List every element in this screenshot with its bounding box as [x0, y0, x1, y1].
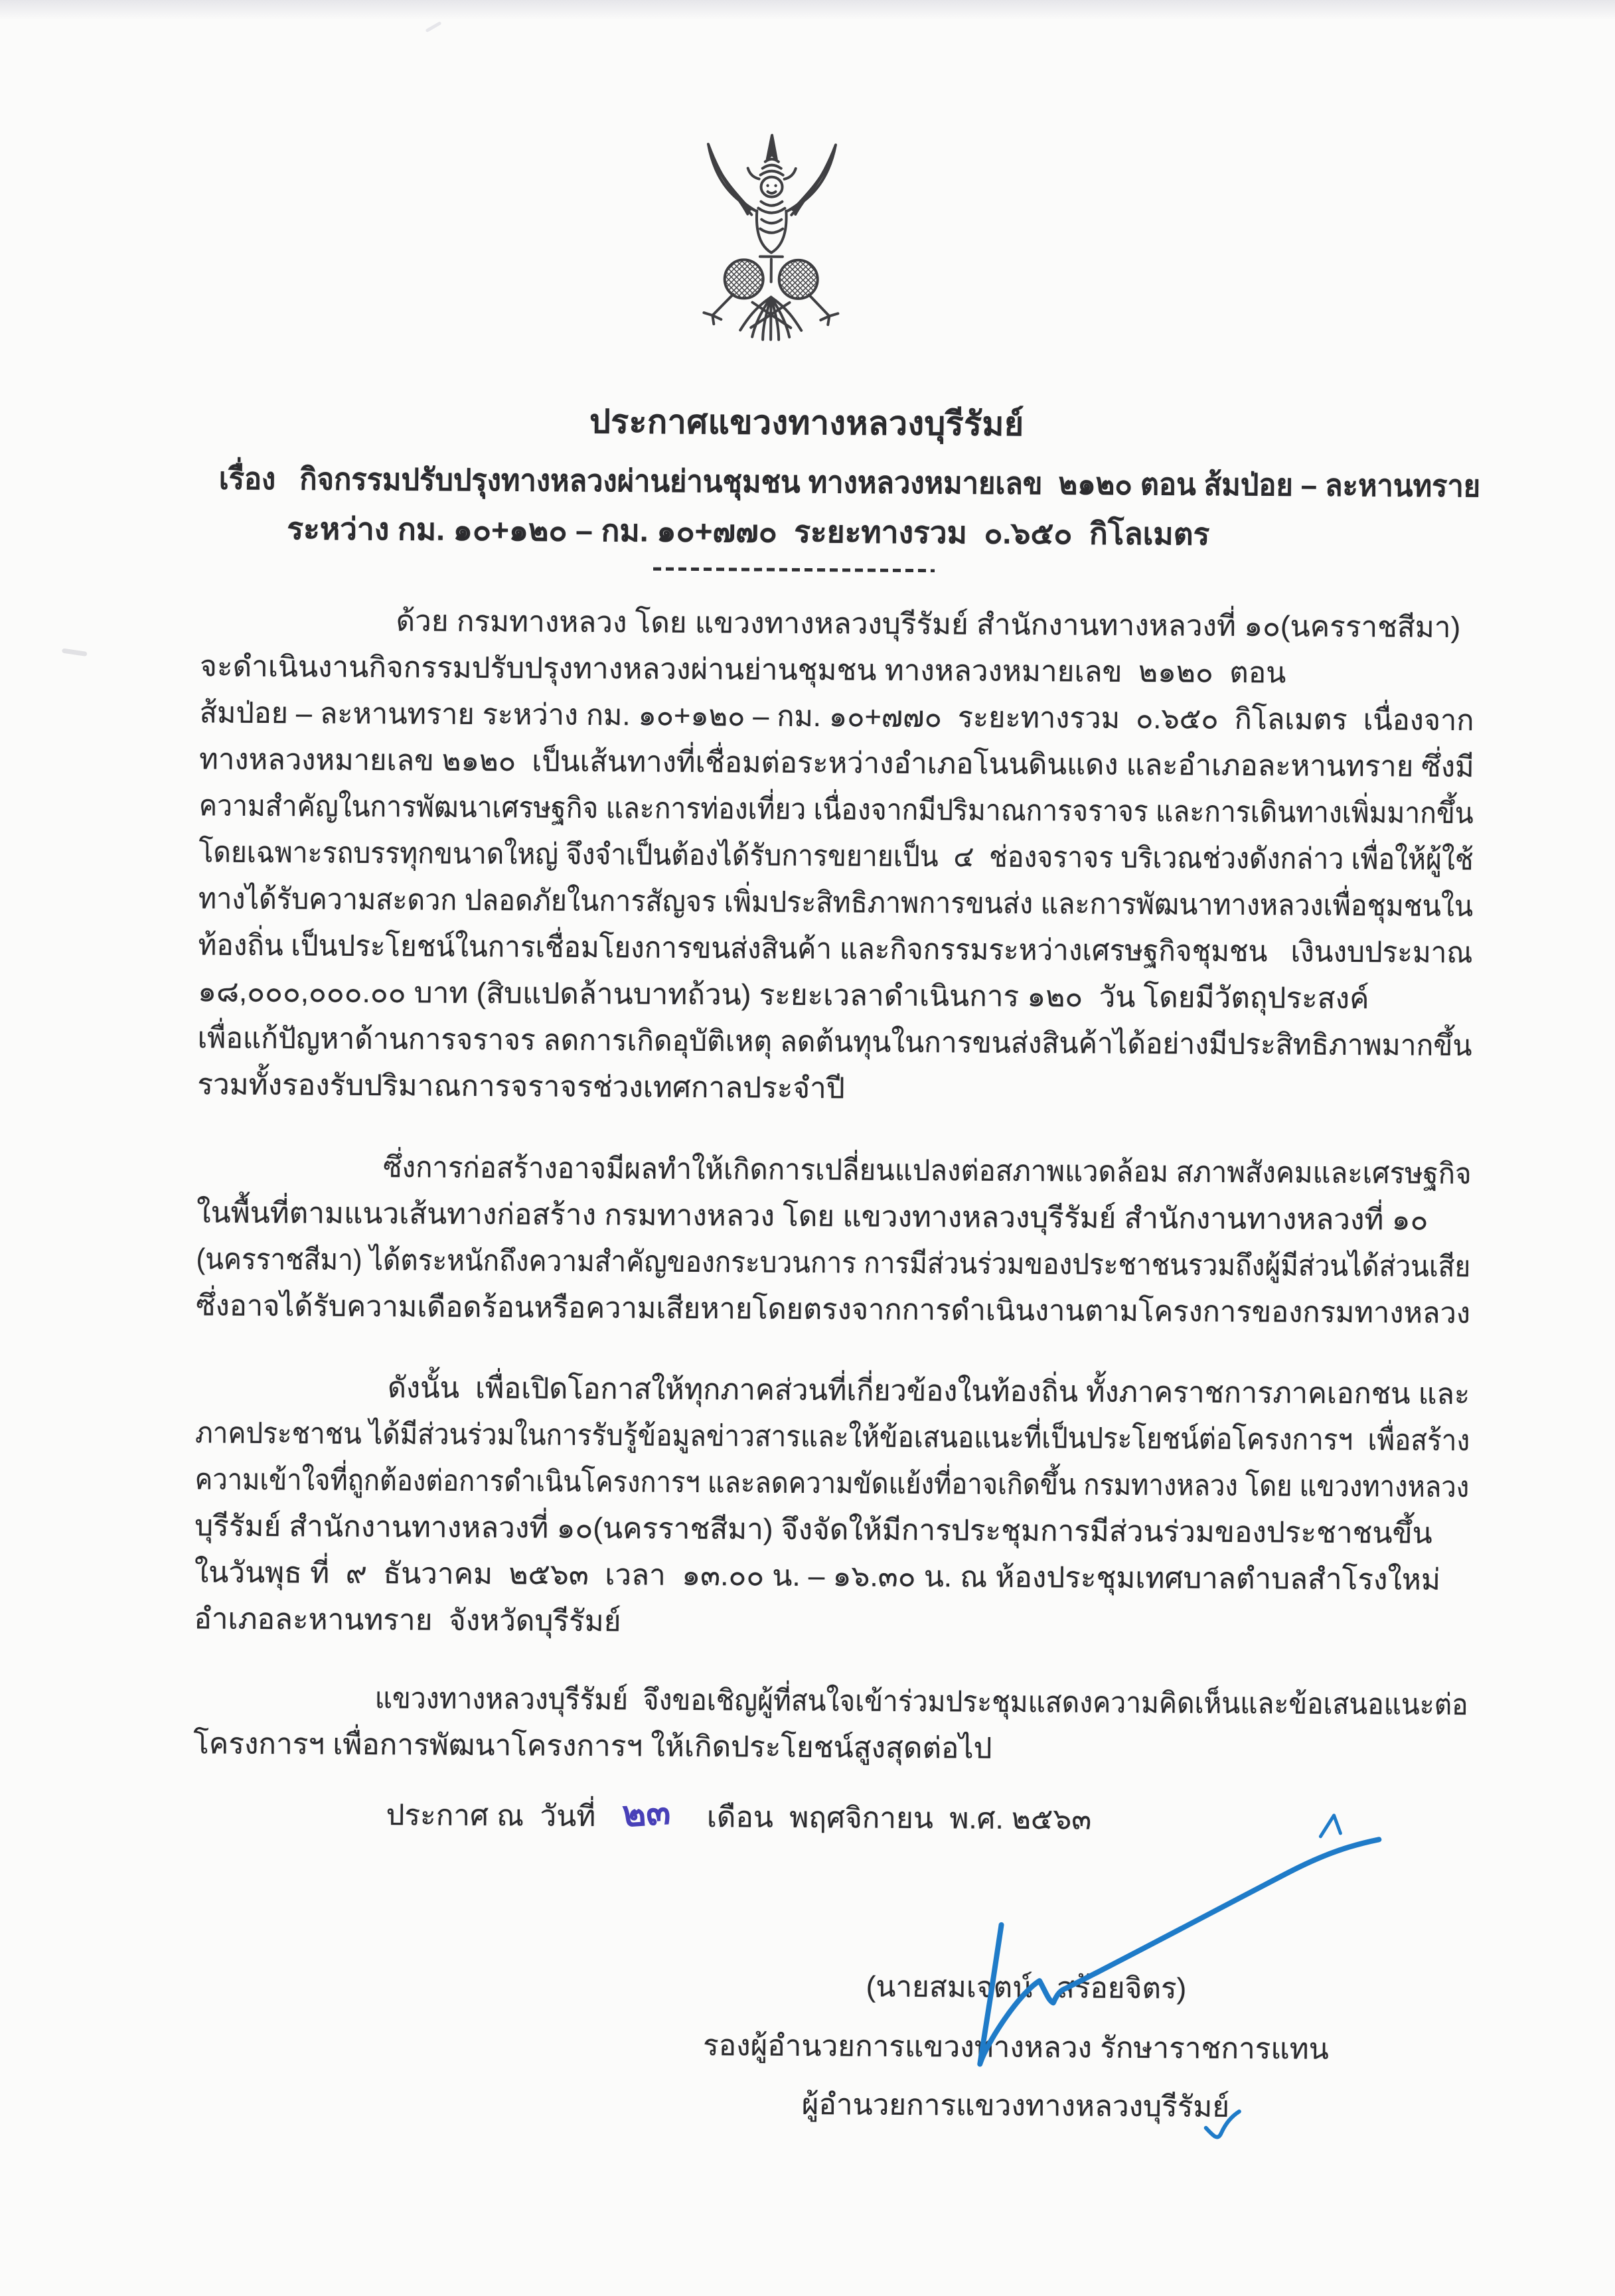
- paragraph-closing-invitation: [193, 1674, 1468, 1775]
- paragraph-project-description: [197, 597, 1475, 1116]
- subject-line-1: เรื่อง กิจกรรมปรับปรุงทางหลวงผ่านย่านชุมชน ทางหลวงหมายเลข ๒๑๒๐ ตอน ส้มป่อย – ละหานทราย: [218, 461, 1481, 504]
- text-line: ดังนั้น เพื่อเปิดโอกาสให้ทุกภาคส่วนที่เกี่ยวข้องในท้องถิ่น ทั้งภาคราชการภาคเอกชน และ: [387, 1371, 1470, 1411]
- text-line: โดยเฉพาะรถบรรทุกขนาดใหญ่ จึงจำเป็นต้องได้รับการขยายเป็น ๔ ช่องจราจร บริเวณช่วงดังกล่าว เพื่อให้ผู้ใช้: [198, 836, 1474, 877]
- text-line: (นครราชสีมา) ได้ตระหนักถึงความสำคัญของกระบวนการ การมีส่วนร่วมของประชาชนรวมถึงผู้มีส่วนได้ส่วนเสีย: [196, 1243, 1471, 1284]
- signer-role-line-1: รองผู้อำนวยการแขวงทางหลวง รักษาราชการแทน: [702, 2029, 1329, 2066]
- text-line: แขวงทางหลวงบุรีรัมย์ จึงขอเชิญผู้ที่สนใจเข้าร่วมประชุมแสดงความคิดเห็นและข้อเสนอแนะต่อ: [374, 1682, 1468, 1722]
- text-line: รวมทั้งรองรับปริมาณการจราจรช่วงเทศกาลประจำปี: [197, 1068, 845, 1105]
- text-line: ซึ่งการก่อสร้างอาจมีผลทำให้เกิดการเปลี่ยนแปลงต่อสภาพแวดล้อม สภาพสังคมและเศรษฐกิจ: [383, 1151, 1472, 1191]
- paragraph-meeting-invitation: [194, 1363, 1470, 1650]
- text-line: จะดำเนินงานกิจกรรมปรับปรุงทางหลวงผ่านย่านชุมชน ทางหลวงหมายเลข ๒๑๒๐ ตอน: [199, 650, 1286, 690]
- text-line: ในวันพุธ ที่ ๙ ธันวาคม ๒๕๖๓ เวลา ๑๓.๐๐ น. – ๑๖.๓๐ น. ณ ห้องประชุมเทศบาลตำบลสำโรงใหม่: [194, 1556, 1441, 1596]
- text-line: ด้วย กรมทางหลวง โดย แขวงทางหลวงบุรีรัมย์ สำนักงานทางหลวงที่ ๑๐(นครราชสีมา): [396, 605, 1461, 645]
- text-line: ๑๘,๐๐๐,๐๐๐.๐๐ บาท (สิบแปดล้านบาทถ้วน) ระยะเวลาดำเนินการ ๑๒๐ วัน โดยมีวัตถุประสงค์: [197, 975, 1369, 1016]
- text-line: ความสำคัญในการพัฒนาเศรษฐกิจ และการท่องเที่ยว เนื่องจากมีปริมาณการจราจร และการเดินทางเพิ่มมากขึ้น: [198, 789, 1474, 830]
- garuda-emblem: [691, 131, 852, 350]
- text-line: โครงการฯ เพื่อการพัฒนาโครงการฯ ให้เกิดประโยชน์สูงสุดต่อไป: [193, 1727, 992, 1765]
- date-line: [386, 1790, 1091, 1840]
- text-line: ซึ่งอาจได้รับความเดือดร้อนหรือความเสียหายโดยตรงจากการดำเนินงานตามโครงการของกรมทางหลวง: [196, 1289, 1471, 1330]
- date-rest: เดือน พฤศจิกายน พ.ศ. ๒๕๖๓: [706, 1801, 1092, 1836]
- text-line: ทางได้รับความสะดวก ปลอดภัยในการสัญจร เพิ่มประสิทธิภาพการขนส่ง และการพัฒนาทางหลวงเพื่อชุมชนใน: [198, 882, 1474, 923]
- text-line: ท้องถิ่น เป็นประโยชน์ในการเชื่อมโยงการขนส่งสินค้า และกิจกรรมระหว่างเศรษฐกิจชุมชน เงินงบประมาณ: [198, 929, 1473, 970]
- text-line: ภาคประชาชน ได้มีส่วนร่วมในการรับรู้ข้อมูลข่าวสารและให้ข้อเสนอแนะที่เป็นประโยชน์ต่อโครงการฯ เพื่อสร้าง: [194, 1416, 1470, 1458]
- text-line: ส้มป่อย – ละหานทราย ระหว่าง กม. ๑๐+๑๒๐ – กม. ๑๐+๗๗๐ ระยะทางรวม ๐.๖๕๐ กิโลเมตร เนื่องจาก: [199, 696, 1474, 737]
- title-divider: [653, 568, 935, 573]
- text-line: ทางหลวงหมายเลข ๒๑๒๐ เป็นเส้นทางที่เชื่อมต่อระหว่างอำเภอโนนดินแดง และอำเภอละหานทราย ซึ่งมี: [199, 743, 1474, 784]
- text-line: เพื่อแก้ปัญหาด้านการจราจร ลดการเกิดอุบัติเหตุ ลดต้นทุนในการขนส่งสินค้าได้อย่างมีประสิทธิภาพมากขึ้น: [197, 1022, 1472, 1063]
- text-line: ในพื้นที่ตามแนวเส้นทางก่อสร้าง กรมทางหลวง โดย แขวงทางหลวงบุรีรัมย์ สำนักงานทางหลวงที่ ๑๐: [196, 1196, 1428, 1237]
- text-line: บุรีรัมย์ สำนักงานทางหลวงที่ ๑๐(นครราชสีมา) จึงจัดให้มีการประชุมการมีส่วนร่วมของประชาชนขึ้น: [194, 1509, 1432, 1550]
- text-line: อำเภอละหานทราย จังหวัดบุรีรัมย์: [194, 1602, 621, 1638]
- scan-smudge: [62, 649, 88, 656]
- paragraph-impact-awareness: [196, 1143, 1472, 1337]
- date-prefix: ประกาศ ณ วันที่: [386, 1799, 596, 1833]
- text-line: ความเข้าใจที่ถูกต้องต่อการดำเนินโครงการฯ และลดความขัดแย้งที่อาจเกิดขึ้น กรมทางหลวง โดย แขวงทางหลวง: [194, 1463, 1470, 1504]
- document-title: ประกาศแขวงทางหลวงบุรีรัมย์: [589, 402, 1024, 443]
- subject-line-2: ระหว่าง กม. ๑๐+๑๒๐ – กม. ๑๐+๗๗๐ ระยะทางรวม ๐.๖๕๐ กิโลเมตร: [287, 511, 1210, 552]
- signer-name: (นายสมเจตน์ สร้อยจิตร): [866, 1970, 1187, 2005]
- signer-role-line-2: ผู้อำนวยการแขวงทางหลวงบุรีรัมย์: [801, 2088, 1230, 2123]
- handwritten-day: ๒๓: [621, 1792, 672, 1835]
